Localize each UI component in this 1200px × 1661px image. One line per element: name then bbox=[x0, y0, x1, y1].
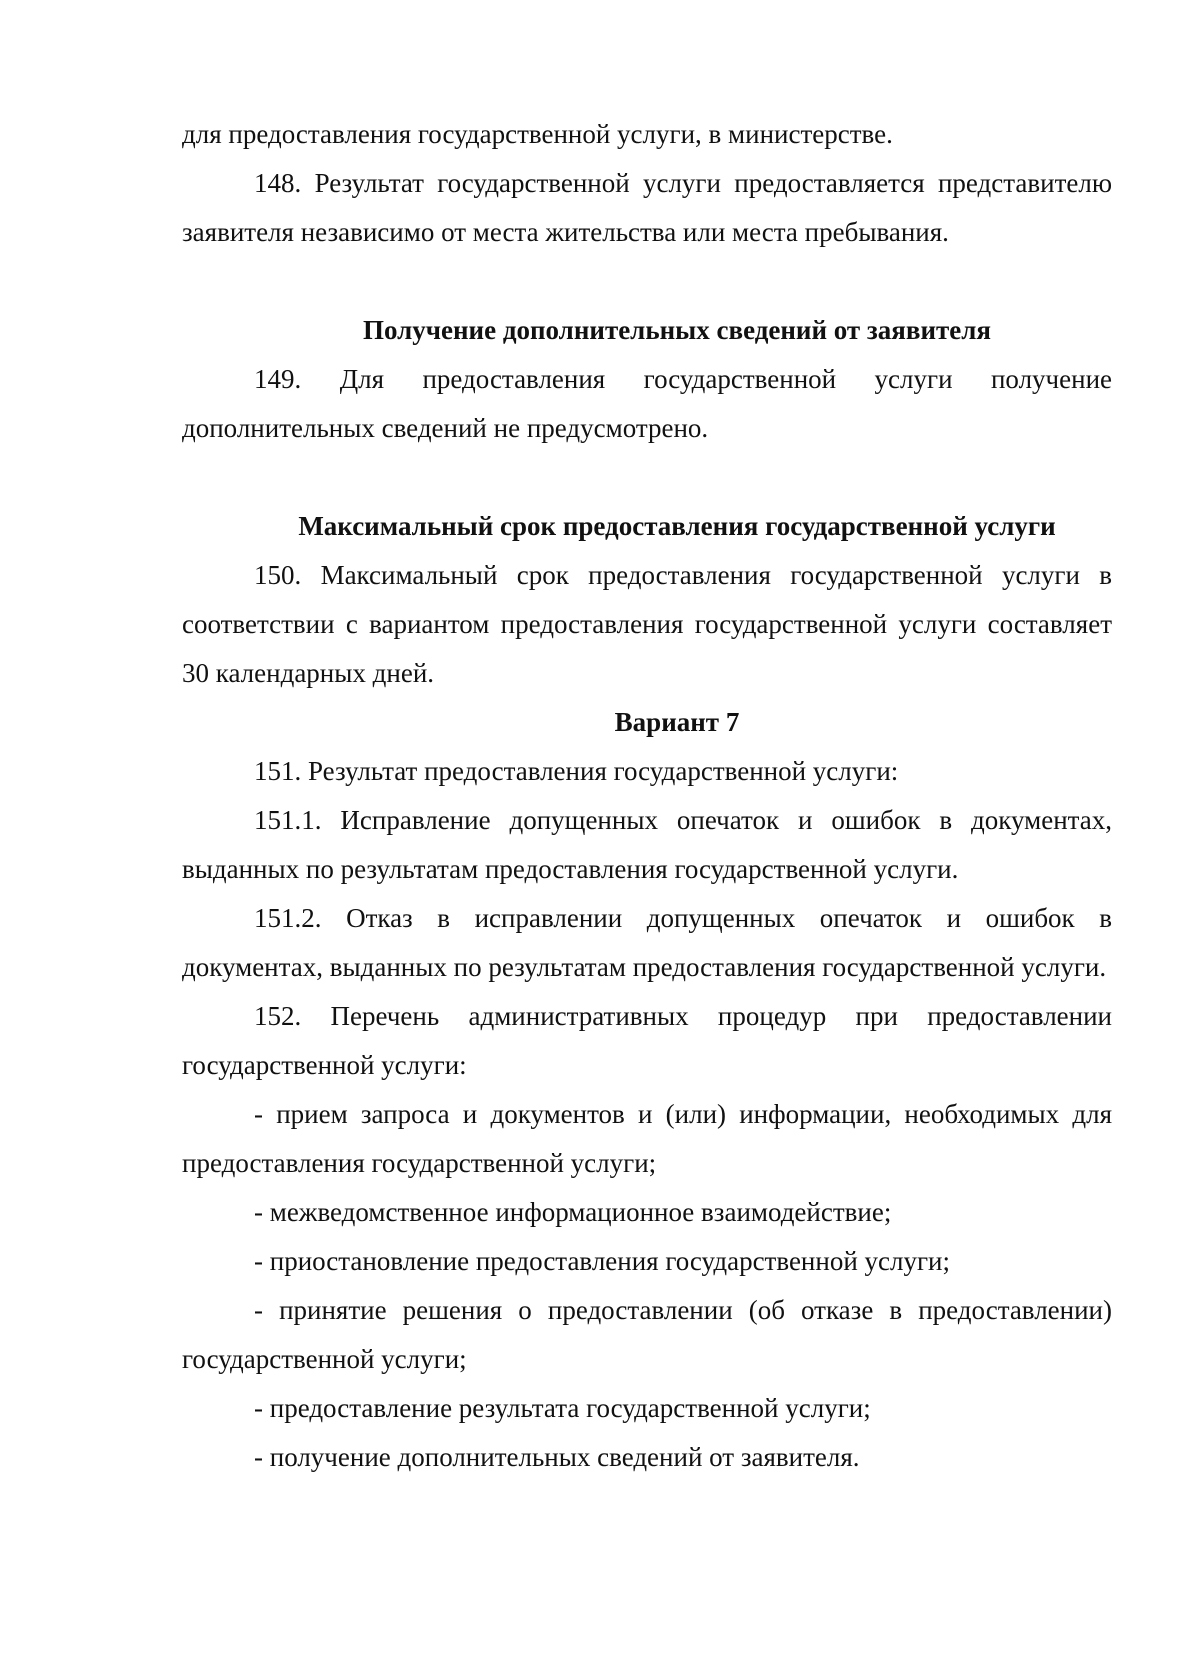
heading-max-term: Максимальный срок предоставления государственной услуги bbox=[298, 511, 1056, 541]
spacer bbox=[182, 257, 1112, 306]
spacer bbox=[182, 453, 1112, 502]
paragraph-148: 148. Результат государственной услуги предоставляется представителю заявителя независимо от места жительства или места пребывания. bbox=[182, 168, 1112, 247]
heading-variant: Вариант 7 bbox=[614, 707, 740, 737]
heading-additional-info: Получение дополнительных сведений от заявителя bbox=[362, 315, 992, 345]
list-item: - получение дополнительных сведений от заявителя. bbox=[254, 1442, 860, 1472]
list-item: - межведомственное информационное взаимодействие; bbox=[254, 1197, 892, 1227]
list-item: - принятие решения о предоставлении (об отказе в предоставлении) государственной услуги; bbox=[182, 1295, 1112, 1374]
list-item: - приостановление предоставления государственной услуги; bbox=[254, 1246, 951, 1276]
paragraph-151: 151. Результат предоставления государственной услуги: bbox=[254, 756, 899, 786]
list-item: - прием запроса и документов и (или) информации, необходимых для предоставления государственной услуги; bbox=[182, 1099, 1112, 1178]
list-item: - предоставление результата государственной услуги; bbox=[254, 1393, 871, 1423]
paragraph-151-2: 151.2. Отказ в исправлении допущенных опечаток и ошибок в документах, выданных по результатам предоставления государственной услуги. bbox=[182, 903, 1112, 982]
paragraph-150: 150. Максимальный срок предоставления государственной услуги в соответствии с вариантом предоставления государственной услуги составляет 30 календарных дней. bbox=[182, 560, 1112, 688]
document-page bbox=[182, 110, 1112, 1482]
paragraph-149: 149. Для предоставления государственной услуги получение дополнительных сведений не предусмотрено. bbox=[182, 364, 1112, 443]
paragraph-152: 152. Перечень административных процедур при предоставлении государственной услуги: bbox=[182, 1001, 1112, 1080]
paragraph-continued: для предоставления государственной услуги, в министерстве. bbox=[182, 119, 893, 149]
paragraph-151-1: 151.1. Исправление допущенных опечаток и ошибок в документах, выданных по результатам предоставления государственной услуги. bbox=[182, 805, 1112, 884]
